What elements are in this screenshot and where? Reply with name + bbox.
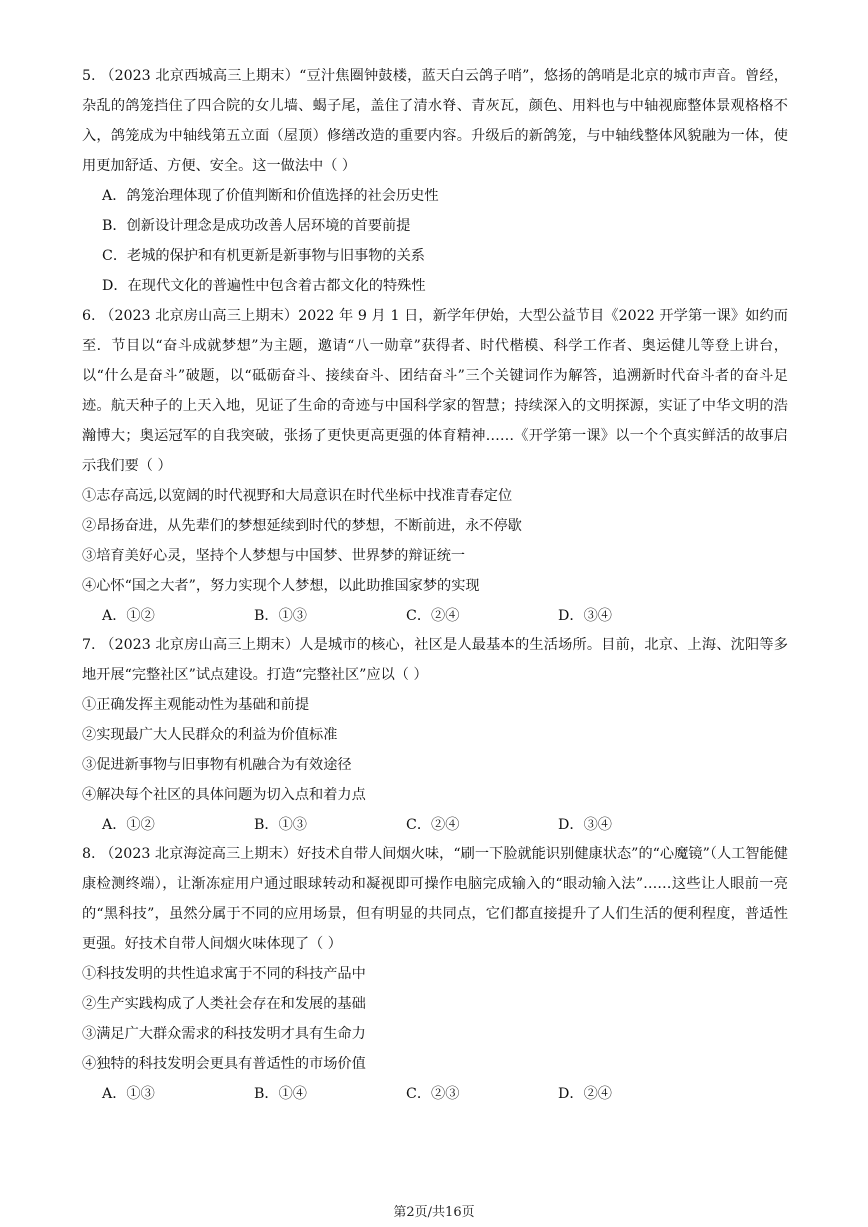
option-c: C．②③ — [406, 1086, 460, 1102]
statement-list — [82, 690, 788, 810]
statement-4: ④解决每个社区的具体问题为切入点和着力点 — [82, 787, 366, 803]
option-a: A．①② — [102, 608, 155, 624]
option-b: B．创新设计理念是成功改善人居环境的首要前提 — [102, 218, 411, 234]
option-d: D．③④ — [558, 608, 612, 624]
option-d: D．③④ — [558, 817, 612, 833]
question-8 — [82, 839, 788, 1109]
stem-line: 8. （2023 北京海淀高三上期末）好技术自带人间烟火味，“刷一下脸就能识别健康状态”的“心魔镜”（人工 — [82, 846, 746, 862]
page-number: 第2页/共16页 — [393, 1205, 475, 1220]
statement-4: ④独特的科技发明会更具有普适性的市场价值 — [82, 1056, 366, 1072]
stem-line: 实鲜活的故事启示我们要（ ） — [82, 428, 788, 474]
stem-line: 景观格格不入，鸽笼成为中轴线第五立面（屋顶）修缮改造的重要内容。升级后的新鸽笼，与中轴线整体 — [82, 98, 788, 144]
stem-line: 6. （2023 北京房山高三上期末）2022 年 9 月 1 日，新学年伊始，大型公益节目《2022 开学第一课》如约而 — [82, 308, 788, 324]
statement-1: ①志存高远,以宽阔的时代视野和大局意识在时代坐标中找准青春定位 — [82, 488, 513, 504]
statement-4: ④心怀“国之大者”，努力实现个人梦想，以此助推国家梦的实现 — [82, 578, 480, 594]
stem-line: 利程度，普适性更强。好技术自带人间烟火味体现了（ ） — [82, 906, 788, 952]
statement-1: ①科技发明的共性追求寓于不同的科技产品中 — [82, 966, 366, 982]
statement-1: ①正确发挥主观能动性为基础和前提 — [82, 697, 310, 713]
option-b: B．①④ — [254, 1086, 307, 1102]
question-7 — [82, 630, 788, 840]
question-stem — [82, 301, 788, 481]
option-d: D．②④ — [558, 1086, 612, 1102]
option-a: A．①② — [102, 817, 155, 833]
question-stem — [82, 839, 788, 959]
stem-line: 智能健康检测终端），让渐冻症用户通过眼球转动和凝视即可操作电脑完成输入的“眼动输入法”……这些让 — [82, 846, 788, 892]
option-list — [82, 181, 788, 301]
stem-line: 至．节目以“奋斗成就梦想”为主题，邀请“八一勋章”获得者、时代楷模、科学工作者、奥运健儿等登上讲台， — [82, 338, 788, 354]
stem-line: 以“什么是奋斗”破题，以“砥砺奋斗、接续奋斗、团结奋斗”三个关键词作为解答，追溯新时代奋斗者的奋斗 — [82, 368, 774, 384]
option-b: B．①③ — [254, 817, 307, 833]
option-row — [82, 1079, 788, 1109]
stem-line: 文明的浩瀚博大；奥运冠军的自我突破，张扬了更快更高更强的体育精神……《开学第一课》以一个个真 — [82, 398, 788, 444]
option-a: A．鸽笼治理体现了价值判断和价值选择的社会历史性 — [102, 188, 439, 204]
option-row — [82, 810, 788, 840]
stem-line: 7. （2023 北京房山高三上期末）人是城市的核心，社区是人最基本的生活场所。目前，北京、上海、沈阳 — [82, 637, 760, 653]
stem-line: 等多地开展“完整社区”试点建设。打造“完整社区”应以（ ） — [82, 637, 788, 683]
question-5 — [82, 61, 788, 301]
statement-3: ③满足广大群众需求的科技发明才具有生命力 — [82, 1026, 366, 1042]
stem-line: 人眼前一亮的“黑科技”，虽然分属于不同的应用场景，但有明显的共同点，它们都直接提升了人们生活的便 — [82, 876, 788, 922]
stem-line: 足迹。航天种子的上天入地，见证了生命的奇迹与中国科学家的智慧；持续深入的文明探源，实证了中华 — [82, 368, 788, 414]
option-c: C．②④ — [406, 817, 460, 833]
statement-list — [82, 959, 788, 1079]
statement-2: ②实现最广大人民群众的利益为价值标准 — [82, 727, 338, 743]
option-row — [82, 601, 788, 631]
option-d: D．在现代文化的普遍性中包含着古都文化的特殊性 — [102, 278, 426, 294]
statement-2: ②生产实践构成了人类社会存在和发展的基础 — [82, 996, 366, 1012]
stem-line: 风貌融为一体，使用更加舒适、方便、安全。这一做法中（ ） — [82, 128, 788, 174]
question-6 — [82, 301, 788, 631]
stem-line: 5. （2023 北京西城高三上期末）“豆汁焦圈钟鼓楼，蓝天白云鸽子哨”，悠扬的鸽哨是北京的城市声音。曾 — [82, 68, 760, 84]
option-a: A．①③ — [102, 1086, 155, 1102]
option-c: C．老城的保护和有机更新是新事物与旧事物的关系 — [102, 248, 425, 264]
stem-line: 经，杂乱的鸽笼挡住了四合院的女儿墙、蝎子尾，盖住了清水脊、青灰瓦，颜色、用料也与中轴视廊整体 — [82, 68, 788, 114]
statement-3: ③促进新事物与旧事物有机融合为有效途径 — [82, 757, 352, 773]
statement-list — [82, 481, 788, 601]
option-c: C．②④ — [406, 608, 460, 624]
statement-2: ②昂扬奋进，从先辈们的梦想延续到时代的梦想，不断前进，永不停歇 — [82, 518, 522, 534]
option-b: B．①③ — [254, 608, 307, 624]
question-stem — [82, 630, 788, 690]
question-stem — [82, 61, 788, 181]
statement-3: ③培育美好心灵，坚持个人梦想与中国梦、世界梦的辩证统一 — [82, 548, 466, 564]
